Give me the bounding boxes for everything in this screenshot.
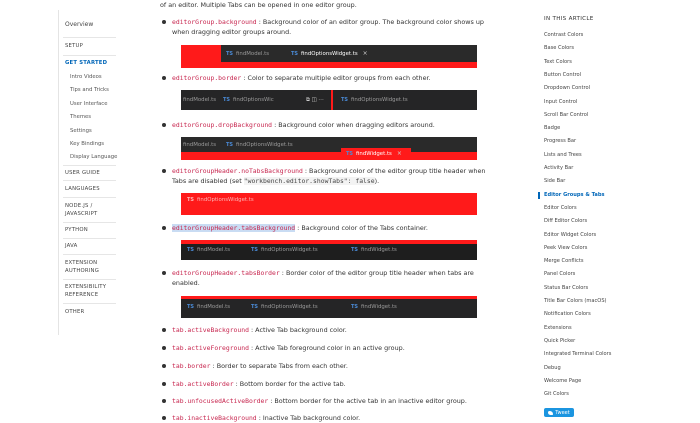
toc-item[interactable]: Editor Groups & Tabs	[544, 191, 605, 198]
tab	[351, 296, 397, 318]
nav-extensibility[interactable]: EXTENSIBILITY	[65, 284, 107, 290]
left-navigation	[0, 0, 118, 420]
toc-item[interactable]: Activity Bar	[544, 165, 574, 171]
tab-label: findWidget.ts	[356, 150, 392, 157]
nav-user-guide[interactable]: USER GUIDE	[65, 170, 100, 176]
bullet	[162, 76, 166, 80]
toc-item[interactable]: Git Colors	[544, 391, 569, 398]
tab	[226, 137, 293, 152]
setting-key: editorGroup.background	[172, 18, 257, 26]
setting-desc: : Background color of the editor group title header when	[304, 167, 486, 175]
setting-key: tab.activeBackground	[172, 326, 249, 334]
setting-key: editorGroup.border	[172, 74, 242, 82]
setting-desc: : Active Tab foreground color in an active group.	[251, 344, 405, 352]
setting-desc-cont: when dragging editor groups around.	[172, 28, 292, 36]
setting-desc: : Background color when dragging editors around.	[274, 121, 435, 129]
close-icon[interactable]: ×	[362, 50, 368, 57]
toc-item[interactable]: Welcome Page	[544, 377, 582, 384]
toc-item[interactable]: Merge Conflicts	[544, 258, 584, 265]
nav-setup[interactable]: SETUP	[65, 43, 84, 49]
setting-desc-end: ).	[374, 177, 380, 185]
intro-text: of an editor. Multiple Tabs can be opened in one editor group.	[160, 1, 357, 9]
ts-icon: TS	[251, 304, 259, 310]
nav-rule	[63, 279, 116, 280]
ts-icon: TS	[346, 150, 354, 157]
tab	[351, 240, 397, 260]
list-item	[172, 17, 490, 37]
screenshot-strip	[181, 90, 477, 110]
tab	[187, 240, 230, 260]
toc-item[interactable]: Input Control	[544, 98, 578, 105]
tab-label: findOptionsWidget.ts	[351, 97, 408, 103]
setting-key: tab.inactiveBackground	[172, 414, 257, 422]
nav-java[interactable]: JAVA	[65, 243, 78, 249]
toc-item[interactable]: Text Colors	[544, 58, 572, 65]
tab-label: findModel.ts	[183, 141, 217, 148]
setting-key: tab.activeBorder	[172, 380, 234, 388]
list-item	[172, 223, 490, 233]
setting-desc: : Background color of an editor group. The background color shows up	[258, 18, 484, 26]
list-item	[172, 73, 490, 83]
ts-icon: TS	[251, 247, 259, 253]
list-item	[172, 268, 490, 288]
toc-item[interactable]: Status Bar Colors	[544, 284, 589, 291]
bullet	[162, 328, 166, 332]
tab	[291, 45, 368, 62]
tab-label: findWidget.ts	[361, 304, 397, 310]
nav-rule	[63, 222, 116, 223]
ts-icon: TS	[351, 304, 359, 310]
bullet	[162, 364, 166, 368]
toc-item[interactable]: Title Bar Colors (macOS)	[544, 298, 607, 304]
tab-label: findModel.ts	[236, 50, 270, 57]
setting-key: tab.activeForeground	[172, 344, 249, 352]
list-item	[172, 396, 490, 406]
tab-label: findModel.ts	[183, 97, 217, 103]
ts-icon: TS	[351, 247, 359, 253]
ts-icon: TS	[291, 50, 299, 57]
ts-icon: TS	[341, 97, 349, 103]
red-fill	[181, 62, 477, 68]
toc-item[interactable]: Contrast Colors	[544, 32, 584, 38]
setting-desc: : Bottom border for the active tab.	[235, 380, 346, 388]
toc-item[interactable]: Editor Colors	[544, 204, 577, 211]
toc-active-marker	[538, 192, 540, 199]
nav-extension[interactable]: EXTENSION	[65, 260, 98, 266]
setting-desc-cont: Tabs are disabled (set	[172, 177, 244, 185]
nav-divider	[58, 10, 59, 335]
ts-icon: TS	[187, 197, 195, 203]
tab-label: findOptionsWidget.ts	[261, 247, 318, 253]
screenshot-strip	[181, 240, 477, 260]
screenshot-strip	[181, 137, 477, 160]
setting-desc: : Active Tab background color.	[251, 326, 347, 334]
setting-code: "workbench.editor.showTabs": false	[243, 177, 375, 185]
bullet	[162, 399, 166, 403]
toc-item[interactable]: Peek View Colors	[544, 244, 588, 251]
twitter-bird-icon	[548, 411, 553, 415]
nav-languages[interactable]: LANGUAGES	[65, 186, 100, 192]
tab	[183, 137, 216, 152]
tab	[223, 90, 274, 110]
setting-key: editorGroupHeader.tabsBackground	[172, 224, 296, 232]
setting-key: tab.border	[172, 362, 211, 370]
bullet	[162, 226, 166, 230]
bullet	[162, 169, 166, 173]
nav-rule	[63, 254, 116, 255]
list-item	[172, 413, 490, 423]
nav-user-interface[interactable]: User Interface	[70, 101, 108, 107]
toc-item[interactable]: Button Control	[544, 71, 582, 78]
list-item	[172, 343, 490, 353]
setting-key: tab.unfocusedActiveBorder	[172, 397, 269, 405]
bullet	[162, 123, 166, 127]
tab-label: findOptionsWic	[233, 97, 274, 103]
toc-item[interactable]: Dropdown Control	[544, 85, 591, 92]
setting-desc: : Bottom border for the active tab in an inactive editor group.	[270, 397, 467, 405]
setting-desc-cont: enabled.	[172, 279, 200, 287]
ts-icon: TS	[187, 304, 195, 310]
list-item	[172, 361, 490, 371]
tab-label: findOptionsWidget.ts	[197, 197, 254, 203]
nav-get-started[interactable]: GET STARTED	[65, 60, 108, 66]
ts-icon: TS	[226, 141, 234, 148]
nav-settings[interactable]: Settings	[70, 128, 92, 134]
bullet	[162, 416, 166, 420]
ts-icon: TS	[223, 97, 231, 103]
toc-item[interactable]: Quick Picker	[544, 337, 576, 344]
toc-item[interactable]: Panel Colors	[544, 271, 576, 278]
article-toc	[538, 0, 698, 420]
nav-rule	[63, 37, 116, 38]
tab-label: findOptionsWidget.ts	[301, 50, 358, 57]
bullet	[162, 20, 166, 24]
toc-item[interactable]: Integrated Terminal Colors	[544, 351, 612, 358]
nav-javascript[interactable]: JAVASCRIPT	[65, 211, 98, 217]
nav-overview[interactable]: Overview	[65, 21, 94, 28]
setting-desc: : Border to separate Tabs from each other.	[212, 362, 348, 370]
toc-item[interactable]: Badge	[544, 125, 561, 132]
setting-desc: : Background color of the Tabs container.	[297, 224, 428, 232]
nav-rule	[63, 165, 116, 166]
nav-reference[interactable]: REFERENCE	[65, 292, 99, 298]
ts-icon: TS	[226, 50, 234, 57]
tab	[341, 90, 408, 110]
bullet	[162, 382, 166, 386]
tab	[183, 90, 216, 110]
toc-item[interactable]: Lists and Trees	[544, 151, 582, 158]
nav-key-bindings[interactable]: Key Bindings	[70, 141, 105, 147]
nav-themes[interactable]: Themes	[70, 114, 92, 120]
toc-item[interactable]: Base Colors	[544, 45, 574, 52]
setting-key: editorGroup.dropBackground	[172, 121, 273, 129]
list-item	[172, 379, 490, 389]
screenshot-strip	[181, 296, 477, 318]
nav-rule	[63, 197, 116, 198]
nav-display-language[interactable]: Display Language	[70, 154, 118, 160]
setting-desc: : Border color of the editor group title header when tabs are	[281, 269, 474, 277]
list-item	[172, 325, 490, 335]
tab	[251, 240, 318, 260]
split-icon[interactable]: ⧉ ◫ ⋯	[306, 96, 324, 103]
nav-authoring[interactable]: AUTHORING	[65, 268, 99, 274]
nav-rule	[63, 180, 116, 181]
nav-rule	[63, 303, 116, 304]
toc-item[interactable]: Diff Editor Colors	[544, 218, 588, 225]
main-content	[160, 0, 485, 420]
toc-item[interactable]: Progress Bar	[544, 138, 577, 145]
tab	[251, 296, 318, 318]
nav-rule	[63, 238, 116, 239]
nav-python[interactable]: PYTHON	[65, 227, 88, 233]
tweet-label: Tweet	[555, 409, 570, 416]
setting-desc: : Color to separate multiple editor groups from each other.	[243, 74, 431, 82]
toc-item[interactable]: Scroll Bar Control	[544, 111, 589, 118]
list-item	[172, 166, 490, 186]
tab	[187, 296, 230, 318]
toc-item[interactable]: Side Bar	[544, 178, 566, 185]
tab	[346, 147, 402, 160]
bullet	[162, 271, 166, 275]
tab-label: findWidget.ts	[361, 247, 397, 253]
tab	[226, 45, 269, 62]
toc-title: IN THIS ARTICLE	[544, 16, 594, 22]
nav-rule	[63, 55, 116, 56]
close-icon[interactable]: ×	[396, 150, 402, 157]
nav-nodejs[interactable]: NODE.JS /	[65, 203, 93, 209]
nav-intro-videos[interactable]: Intro Videos	[70, 74, 102, 80]
setting-key: editorGroupHeader.tabsBorder	[172, 269, 280, 277]
ts-icon: TS	[187, 247, 195, 253]
setting-desc: : Inactive Tab background color.	[258, 414, 361, 422]
tab-label: findModel.ts	[197, 304, 231, 310]
tab	[187, 193, 254, 207]
bullet	[162, 346, 166, 350]
toc-item[interactable]: Notification Colors	[544, 311, 591, 318]
screenshot-strip	[181, 193, 477, 215]
tab-label: findOptionsWidget.ts	[261, 304, 318, 310]
toc-item[interactable]: Editor Widget Colors	[544, 231, 597, 238]
toc-item[interactable]: Debug	[544, 364, 561, 371]
nav-tips-and-tricks[interactable]: Tips and Tricks	[70, 87, 109, 93]
list-item	[172, 120, 490, 130]
screenshot-strip	[181, 45, 477, 68]
nav-other[interactable]: OTHER	[65, 309, 85, 315]
tweet-button[interactable]	[544, 408, 574, 417]
toc-item[interactable]: Extensions	[544, 324, 572, 331]
tab-label: findOptionsWidget.ts	[236, 141, 293, 148]
setting-key: editorGroupHeader.noTabsBackground	[172, 167, 303, 175]
tab-label: findModel.ts	[197, 247, 231, 253]
